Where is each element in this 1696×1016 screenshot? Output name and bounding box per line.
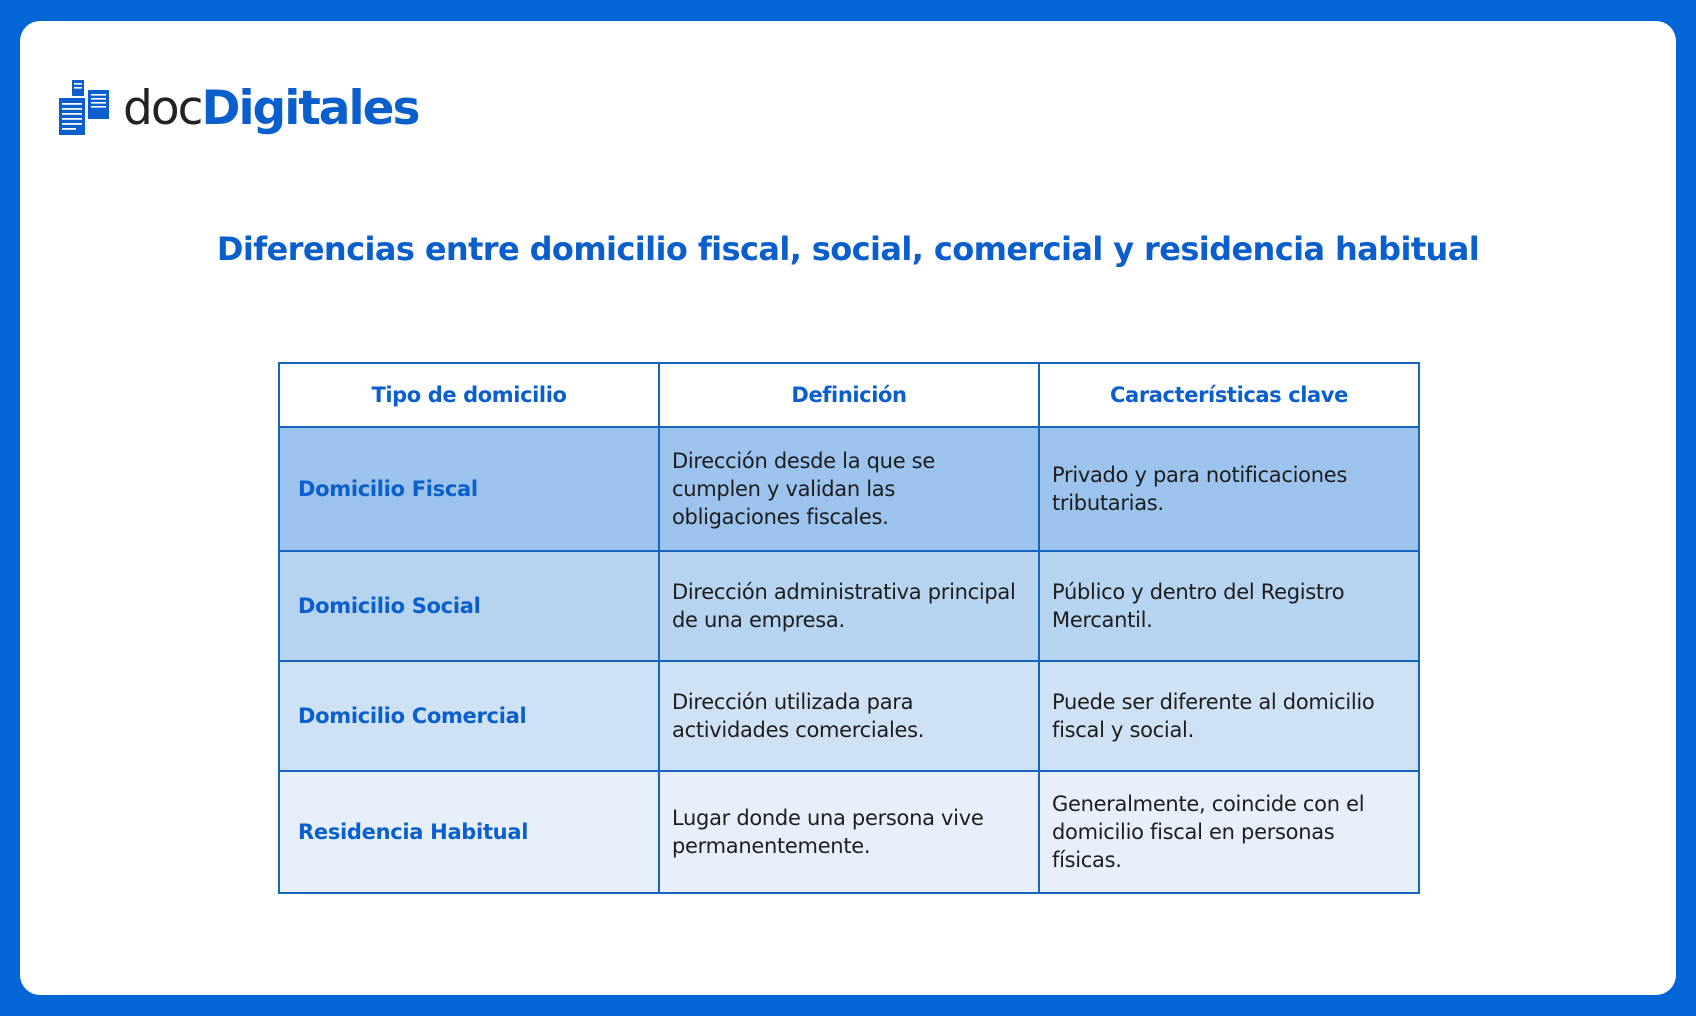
row-type: Residencia Habitual [279,771,659,893]
row-features: Privado y para notificaciones tributarias. [1039,427,1419,551]
table-row [279,771,1419,893]
header-tipo: Tipo de domicilio [279,363,659,427]
row-type: Domicilio Social [279,551,659,661]
row-definition: Lugar donde una persona vive permanentemente. [659,771,1039,893]
brand-logo[interactable] [59,80,418,136]
page-title: Diferencias entre domicilio fiscal, social, comercial y residencia habitual [216,230,1480,268]
table-header-row [279,363,1419,427]
row-type: Domicilio Fiscal [279,427,659,551]
row-definition: Dirección utilizada para actividades comerciales. [659,661,1039,771]
brand-wordmark [123,80,419,136]
table-row [279,551,1419,661]
document-stack-icon [59,80,111,136]
header-definicion: Definición [659,363,1039,427]
row-features: Puede ser diferente al domicilio fiscal y social. [1039,661,1419,771]
table-row [279,427,1419,551]
row-features: Público y dentro del Registro Mercantil. [1039,551,1419,661]
brand-name: Digitales [201,80,419,136]
row-features: Generalmente, coincide con el domicilio fiscal en personas físicas. [1039,771,1419,893]
comparison-table [278,362,1420,894]
row-definition: Dirección administrativa principal de una empresa. [659,551,1039,661]
table-row [279,661,1419,771]
header-caracteristicas: Características clave [1039,363,1419,427]
row-definition: Dirección desde la que se cumplen y validan las obligaciones fiscales. [659,427,1039,551]
brand-prefix: doc [123,80,202,136]
row-type: Domicilio Comercial [279,661,659,771]
